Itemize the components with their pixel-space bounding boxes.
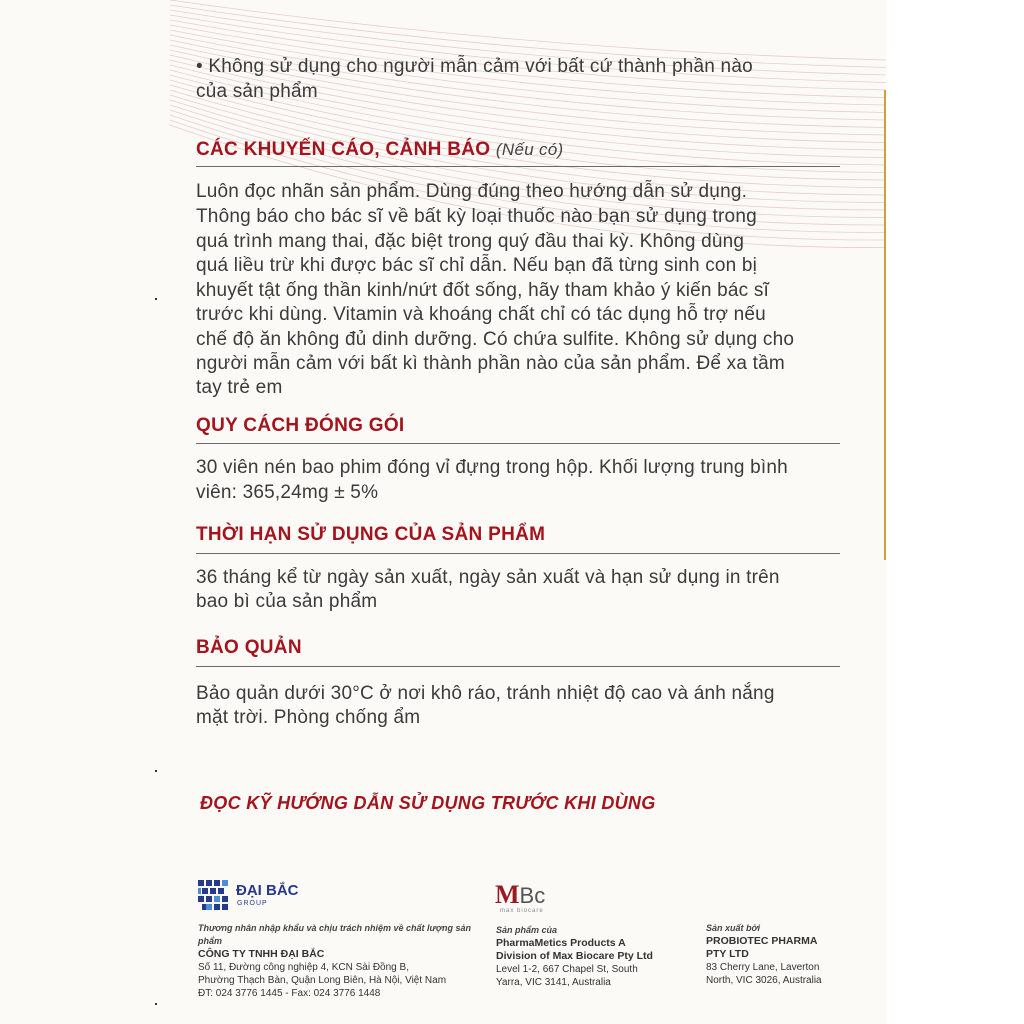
margin-mark: [155, 1003, 157, 1005]
warnings-line: chế độ ăn không đủ dinh dưỡng. Có chứa sulfite. Không sử dụng cho: [196, 329, 795, 350]
mbc-logo: [495, 880, 545, 910]
importer-address-1: Số 11, Đường công nghiệp 4, KCN Sài Đồng B,: [198, 962, 409, 973]
shelf-life-line: 36 tháng kể từ ngày sản xuất, ngày sản xuất và hạn sử dụng in trên: [196, 567, 780, 588]
margin-mark: [155, 298, 157, 300]
warnings-line: người mẫn cảm với bất kì thành phần nào của sản phẩm. Để xa tầm: [196, 353, 785, 374]
storage-line: Bảo quản dưới 30°C ở nơi khô ráo, tránh nhiệt độ cao và ánh nắng: [196, 683, 775, 704]
section-heading-shelf-life: THỜI HẠN SỬ DỤNG CỦA SẢN PHẨM: [196, 524, 546, 545]
mbc-logo-m: M: [495, 880, 520, 909]
intro-line-2: của sản phẩm: [196, 81, 318, 102]
owner-caption: Sản phẩm của: [496, 925, 558, 935]
owner-info: [496, 924, 696, 989]
owner-address-1: Level 1-2, 667 Chapel St, South: [496, 964, 638, 975]
warnings-line: quá trình mang thai, đặc biệt trong quý đầu thai kỳ. Không dùng: [196, 231, 745, 252]
section-heading-text: CÁC KHUYẾN CÁO, CẢNH BÁO: [196, 139, 491, 160]
warnings-line: quá liều trừ khi được bác sĩ chỉ dẫn. Nếu bạn đã từng sinh con bị: [196, 255, 758, 276]
importer-info: [198, 922, 488, 1000]
section-heading-note: (Nếu có): [495, 140, 564, 159]
owner-address-2: Yarra, VIC 3141, Australia: [496, 977, 611, 988]
intro-line-1: • Không sử dụng cho người mẫn cảm với bất cứ thành phần nào: [196, 56, 753, 77]
storage-line: mặt trời. Phòng chống ẩm: [196, 707, 421, 728]
manufacturer-info: [706, 922, 876, 987]
mbc-logo-rest: Bc: [519, 883, 546, 908]
dai-bac-logo-icon: [198, 880, 230, 912]
importer-address-2: Phường Thạch Bàn, Quận Long Biên, Hà Nội, Việt Nam: [198, 975, 447, 986]
shelf-life-line: bao bì của sản phẩm: [196, 591, 378, 612]
section-heading-warnings: [196, 138, 564, 162]
packaging-line: 30 viên nén bao phim đóng vỉ đựng trong hộp. Khối lượng trung bình: [196, 457, 788, 478]
section-divider: [196, 443, 840, 444]
manufacturer-company-2: PTY LTD: [706, 948, 749, 960]
dai-bac-logo-sub: GROUP: [237, 900, 268, 907]
owner-company-1: PharmaMetics Products A: [496, 937, 626, 949]
mbc-logo-sub: max biocare: [500, 908, 544, 914]
section-divider: [196, 553, 840, 554]
packaging-line: viên: 365,24mg ± 5%: [196, 482, 379, 503]
importer-caption: Thương nhân nhập khẩu và chịu trách nhiệm về chất lượng sản phẩm: [198, 923, 471, 946]
manufacturer-company-1: PROBIOTEC PHARMA: [706, 935, 818, 947]
warnings-line: trước khi dùng. Vitamin và khoáng chất chỉ có tác dụng hỗ trợ nếu: [196, 304, 766, 325]
dai-bac-logo-name: ĐẠI BẮC: [236, 882, 299, 899]
closing-instruction: ĐỌC KỸ HƯỚNG DẪN SỬ DỤNG TRƯỚC KHI DÙNG: [200, 793, 656, 813]
warnings-line: khuyết tật ống thần kinh/nứt đốt sống, hãy tham khảo ý kiến bác sĩ: [196, 280, 770, 301]
margin-mark: [155, 770, 157, 772]
warnings-line: Luôn đọc nhãn sản phẩm. Dùng đúng theo hướng dẫn sử dụng.: [196, 181, 748, 202]
section-heading-packaging: QUY CÁCH ĐÓNG GÓI: [196, 415, 405, 436]
section-divider: [196, 666, 840, 667]
manufacturer-address-2: North, VIC 3026, Australia: [706, 975, 822, 986]
owner-company-2: Division of Max Biocare Pty Ltd: [496, 950, 653, 962]
manufacturer-caption: Sản xuất bởi: [706, 923, 761, 933]
section-heading-storage: BẢO QUẢN: [196, 637, 302, 658]
warnings-line: tay trẻ em: [196, 377, 283, 398]
section-divider: [196, 166, 840, 167]
importer-phone: ĐT: 024 3776 1445 - Fax: 024 3776 1448: [198, 988, 381, 999]
warnings-line: Thông báo cho bác sĩ về bất kỳ loại thuốc nào bạn sử dụng trong: [196, 206, 757, 227]
manufacturer-address-1: 83 Cherry Lane, Laverton: [706, 962, 820, 973]
importer-company: CÔNG TY TNHH ĐẠI BẮC: [198, 948, 325, 960]
